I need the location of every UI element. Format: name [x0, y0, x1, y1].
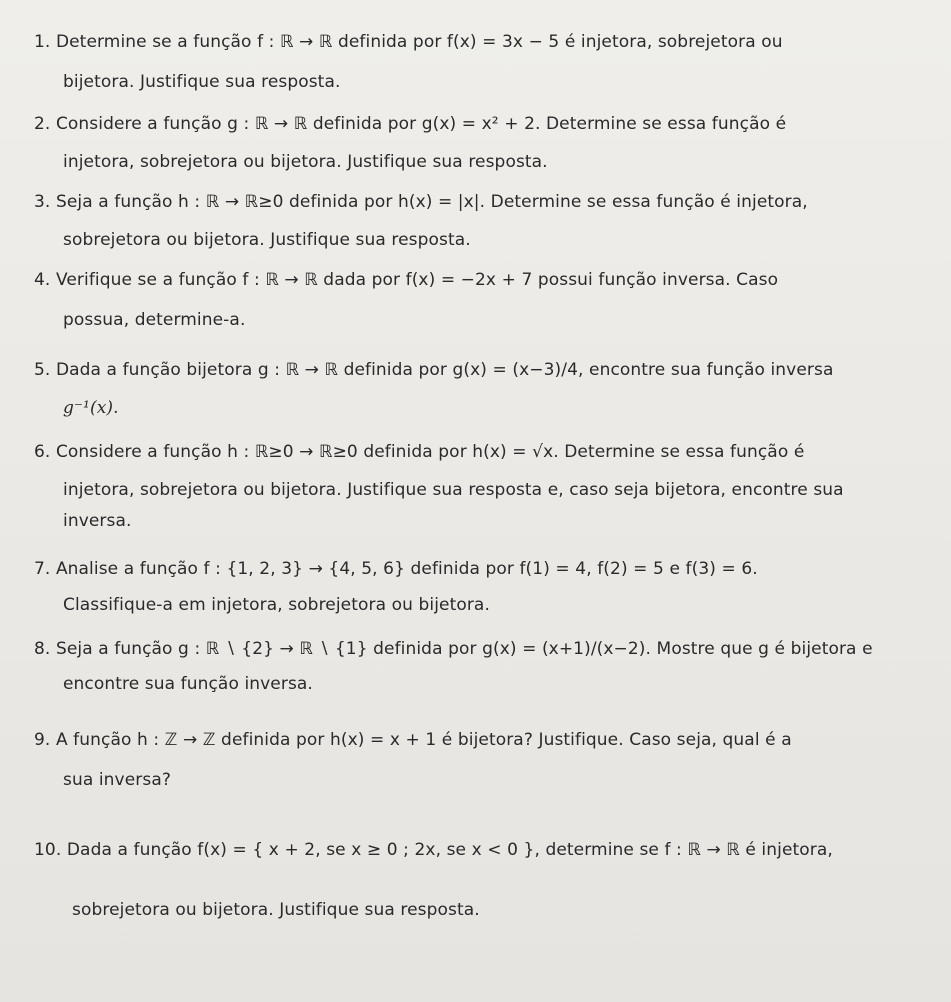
exercise-2-line-1 [34, 112, 786, 136]
exercise-3-line-1 [34, 190, 808, 214]
exercise-7-line-2: Classifique-a em injetora, sobrejetora ou bijetora. [63, 595, 490, 615]
exercise-number: 5. [34, 360, 51, 380]
exercise-4-line-1 [34, 268, 778, 292]
exercise-text: Analise a função f : {1, 2, 3} → {4, 5, 6} definida por f(1) = 4, f(2) = 5 e f(3) = 6. [55, 559, 758, 579]
exercise-number: 4. [34, 270, 51, 290]
exercise-5-line-2: g⁻¹(x). [63, 398, 119, 418]
exercise-6-line-1 [34, 440, 804, 464]
exercise-9-line-2: sua inversa? [63, 770, 171, 790]
exercise-text: Considere a função h : ℝ≥0 → ℝ≥0 definida por h(x) = √x. Determine se essa função é [55, 442, 805, 462]
exercise-text: Determine se a função f : ℝ → ℝ definida por f(x) = 3x − 5 é injetora, sobrejetora ou [55, 32, 783, 52]
exercise-10-line-2: sobrejetora ou bijetora. Justifique sua resposta. [72, 900, 480, 920]
exercise-text: Verifique se a função f : ℝ → ℝ dada por f(x) = −2x + 7 possui função inversa. Caso [55, 270, 779, 290]
exercise-6-line-3: inversa. [63, 511, 132, 531]
exercise-2-line-2: injetora, sobrejetora ou bijetora. Justifique sua resposta. [63, 152, 548, 172]
exercise-number: 6. [34, 442, 51, 462]
exercise-number: 2. [34, 114, 51, 134]
exercise-1-line-1 [34, 30, 783, 54]
exercise-number: 10. [34, 840, 62, 860]
exercise-text: A função h : ℤ → ℤ definida por h(x) = x + 1 é bijetora? Justifique. Caso seja, qual é a [55, 730, 792, 750]
exercise-4-line-2: possua, determine-a. [63, 310, 246, 330]
exercise-number: 8. [34, 639, 51, 659]
exercise-number: 3. [34, 192, 51, 212]
exercise-7-line-1 [34, 557, 758, 581]
exercise-6-line-2: injetora, sobrejetora ou bijetora. Justifique sua resposta e, caso seja bijetora, encontre sua [63, 480, 844, 500]
exercise-number: 7. [34, 559, 51, 579]
exercise-10-line-1 [34, 838, 833, 862]
exercise-text: Considere a função g : ℝ → ℝ definida por g(x) = x² + 2. Determine se essa função é [55, 114, 787, 134]
exercise-3-line-2: sobrejetora ou bijetora. Justifique sua resposta. [63, 230, 471, 250]
exercise-text: Seja a função g : ℝ ∖ {2} → ℝ ∖ {1} definida por g(x) = (x+1)/(x−2). Mostre que g é bijetora e [55, 639, 873, 659]
exercise-text: Seja a função h : ℝ → ℝ≥0 definida por h(x) = |x|. Determine se essa função é injetora, [55, 192, 808, 212]
exercise-9-line-1 [34, 728, 792, 752]
exercise-8-line-2: encontre sua função inversa. [63, 674, 313, 694]
exercise-number: 1. [34, 32, 51, 52]
exercise-1-line-2: bijetora. Justifique sua resposta. [63, 72, 341, 92]
exercise-8-line-1 [34, 637, 873, 661]
exercise-text: Dada a função bijetora g : ℝ → ℝ definida por g(x) = (x−3)/4, encontre sua função inversa [55, 360, 834, 380]
exercise-5-line-1 [34, 358, 833, 382]
exercise-text: Dada a função f(x) = { x + 2, se x ≥ 0 ; 2x, se x < 0 }, determine se f : ℝ → ℝ é injetora, [66, 840, 833, 860]
exercise-number: 9. [34, 730, 51, 750]
